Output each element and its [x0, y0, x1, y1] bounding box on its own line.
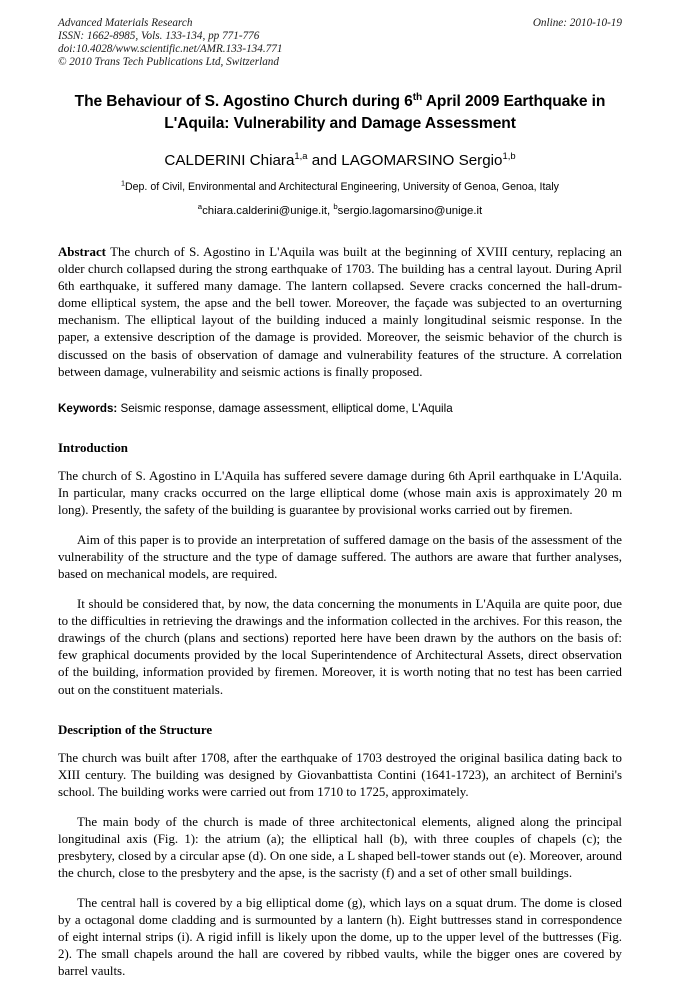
author-emails — [58, 204, 622, 219]
author-conjunction: and — [307, 152, 342, 169]
journal-name: Advanced Materials Research — [58, 17, 193, 29]
abstract-label: Abstract — [58, 245, 106, 259]
affiliation — [58, 180, 622, 194]
paragraph: The church of S. Agostino in L'Aquila has suffered severe damage during 6th April earthquake in L'Aquila. In particular, many cracks occurred on the large elliptical dome (whose main axis is approximately 20 m long). Presently, the safety of the building is guarantee by provisional works carried out by firemen. — [58, 468, 622, 517]
title-ordinal-suffix: th — [412, 91, 423, 103]
affiliation-text: Dep. of Civil, Environmental and Architectural Engineering, University of Genoa, Genoa, Italy — [125, 181, 559, 193]
journal-header — [58, 17, 622, 71]
journal-copyright: © 2010 Trans Tech Publications Ltd, Switzerland — [58, 56, 279, 69]
journal-doi: doi:10.4028/www.scientific.net/AMR.133-134.771 — [58, 43, 283, 56]
email-author-1[interactable]: chiara.calderini@unige.it — [202, 205, 328, 217]
email-author-2[interactable]: sergio.lagomarsino@unige.it — [337, 205, 483, 217]
email-b-marker: b — [333, 202, 338, 212]
paragraph: Aim of this paper is to provide an interpretation of suffered damage on the basis of the assessment of the vulnerability of the structure and the type of damage suffered. The authors are aware that further analyses, based on mechanical models, are required. — [58, 532, 622, 582]
online-date: Online: 2010-10-19 — [532, 17, 622, 29]
author-2-affiliation-marker: 1,b — [502, 149, 516, 161]
author-list — [58, 151, 622, 170]
paragraph: It should be considered that, by now, the data concerning the monuments in L'Aquila are quite poor, due to the difficulties in retrieving the drawings and the information collected in the archives. For this reason, the drawings of the church (plans and sections) reported here have been drawn by the authors on the basis of: few graphical documents provided by the local Superintendence of Architectural Assets, direct observation of the building, information provided by firemen. Moreover, it is worth noting that no test has been carried out on the constituent materials. — [58, 597, 622, 697]
keywords-label: Keywords: — [58, 401, 118, 415]
affiliation-marker: 1 — [121, 178, 125, 188]
author-1-name: CALDERINI Chiara — [164, 152, 295, 169]
paragraph: The church was built after 1708, after the earthquake of 1703 destroyed the original basilica dating back to XIII century. The building was designed by Giovanbattista Contini (1641-1723), an architect of Bernini's school. The building works were carried out from 1710 to 1725, approximately. — [58, 750, 622, 799]
author-1-affiliation-marker: 1,a — [294, 149, 308, 161]
paragraph: The main body of the church is made of three architectonical elements, aligned along the principal longitudinal axis (Fig. 1): the atrium (a); the elliptical hall (b), with three couples of chapels (c); the presbytery, closed by a circular apse (d). On one side, a L shaped bell-tower stands out (e). Moreover, around the church, close to the presbytery and the apse, is the sacristy (f) and a set of other small buildings. — [58, 814, 622, 881]
abstract — [58, 244, 622, 381]
email-separator: , — [327, 205, 334, 217]
title-part-2: April 2009 Earthquake in L'Aquila: Vulnerability and Damage Assessment — [164, 93, 606, 132]
abstract-text: The church of S. Agostino in L'Aquila was built at the beginning of XVIII century, replacing an older church collapsed during the strong earthquake of 1703. The building has a central layout. During April 6th earthquake, it suffered many damage. The lantern collapsed. Severe cracks concerned the hall-drum-dome elliptical system, the apse and the bell tower. Moreover, the façade was subjected to an overturning mechanism. The elliptical layout of the building induced a mainly longitudinal seismic response. In the paper, a extensive description of the damage is provided. Moreover, the seismic behavior of the church is discussed on the basis of observation of damage and vulnerability features of the structure. A correlation between damage, vulnerability and seismic actions is finally proposed. — [58, 245, 622, 379]
email-a-marker: a — [197, 202, 203, 212]
keywords — [58, 401, 622, 417]
journal-issn-volume: ISSN: 1662-8985, Vols. 133-134, pp 771-776 — [58, 30, 260, 43]
paragraph: The central hall is covered by a big elliptical dome (g), which lays on a squat drum. The dome is closed by a octagonal dome cladding and is surmounted by a lantern (h). Eight buttresses stand in correspondence of eight internal strips (i). A rigid infill is likely upon the dome, up to the upper level of the buttresses (Fig. 2). The small chapels around the hall are covered by ribbed vaults, while the bigger ones are covered by barrel vaults. — [58, 896, 622, 979]
author-2-name: LAGOMARSINO Sergio — [341, 152, 503, 169]
section-heading-description-of-the-structure: Description of the Structure — [58, 722, 213, 737]
keywords-text: Seismic response, damage assessment, elliptical dome, L'Aquila — [117, 401, 453, 415]
page-title — [58, 91, 622, 134]
title-part-1: The Behaviour of S. Agostino Church during 6 — [74, 93, 413, 110]
journal-header-left — [58, 17, 478, 69]
section-heading-introduction: Introduction — [58, 440, 128, 455]
